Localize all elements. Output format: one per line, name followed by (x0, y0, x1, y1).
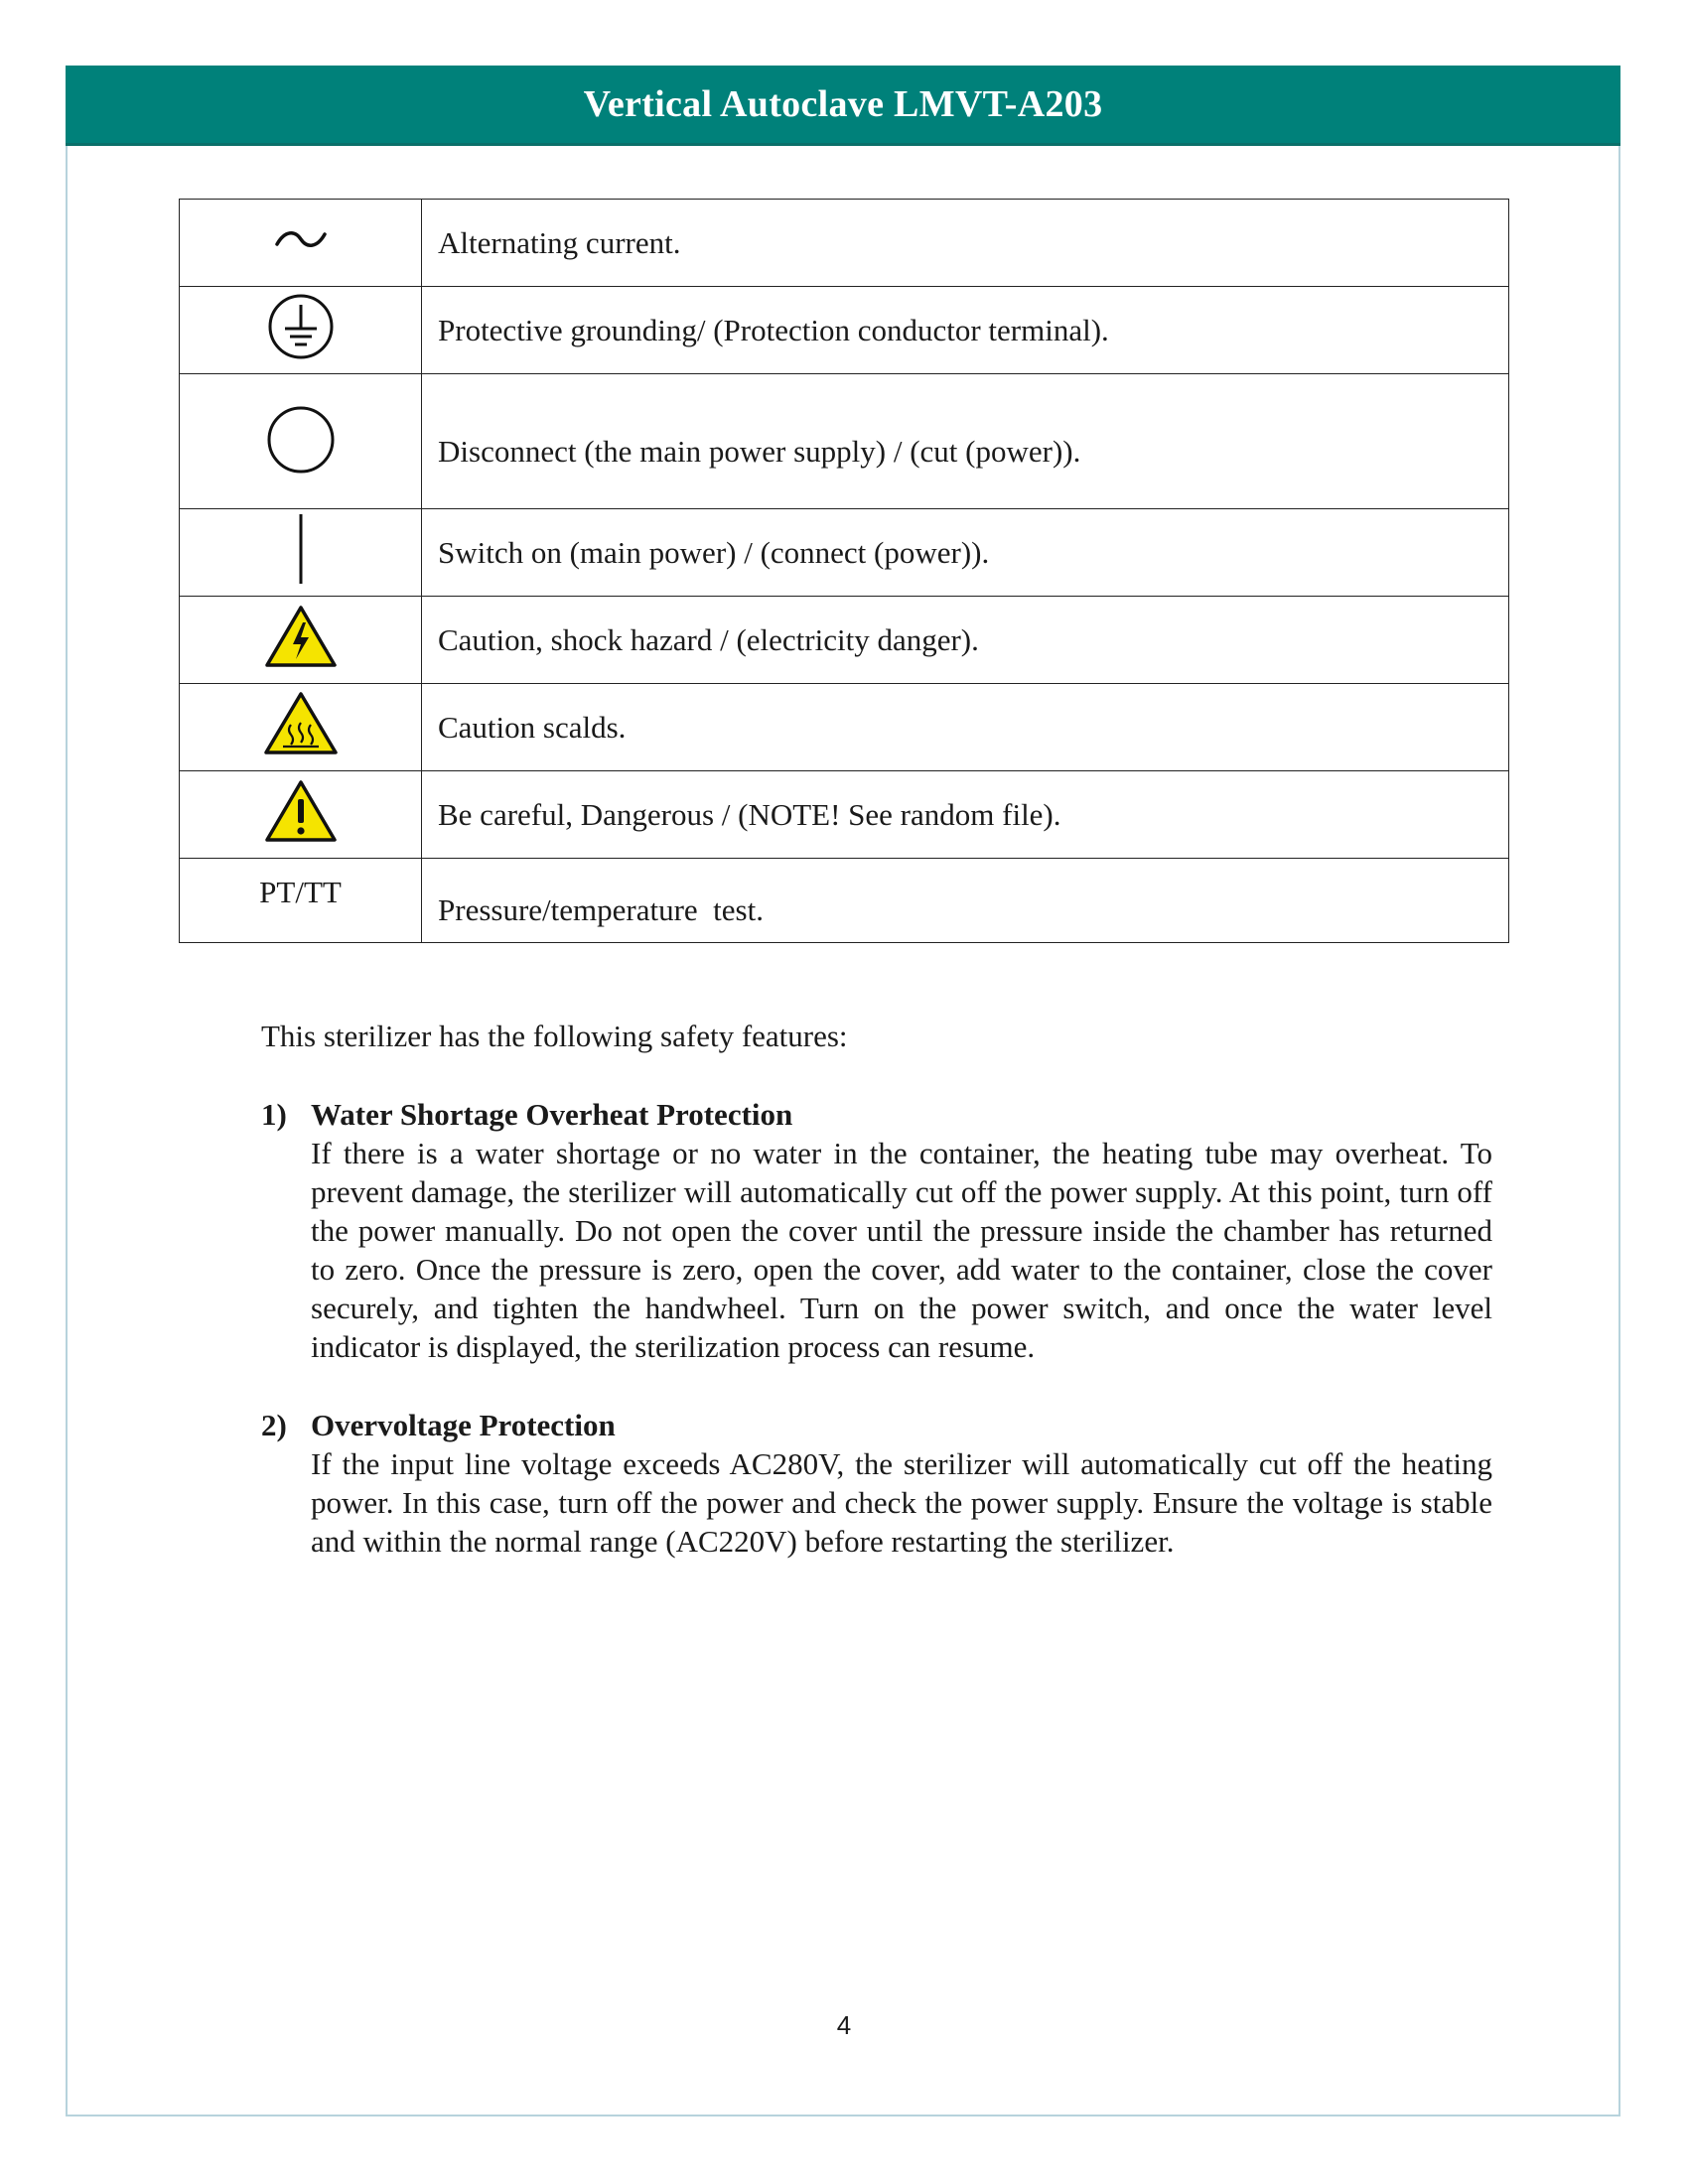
symbol-cell (180, 597, 422, 684)
feature-number: 2) (261, 1408, 287, 1442)
safety-feature-overvoltage (261, 1406, 1492, 1561)
safety-feature-water-shortage (261, 1095, 1492, 1366)
description-cell (422, 374, 1509, 509)
description-text: Disconnect (the main power supply) / (cut (power)). (438, 433, 1081, 469)
feature-description: If the input line voltage exceeds AC280V, the sterilizer will automatically cut off the heating power. In this case, turn off the power and check the power supply. Ensure the voltage is stable and within the normal range (AC220V) before restarting the sterilizer. (311, 1446, 1492, 1559)
description-cell: Alternating current. (422, 200, 1509, 287)
general-warning-icon (265, 779, 337, 843)
hot-surface-icon (263, 691, 339, 756)
table-row (180, 374, 1509, 509)
symbols-table (179, 199, 1509, 943)
protective-ground-icon (265, 291, 337, 362)
feature-content (311, 1406, 1492, 1561)
feature-heading: Overvoltage Protection (311, 1408, 616, 1442)
power-on-line-icon (296, 512, 306, 586)
alternating-current-icon (271, 224, 331, 254)
description-cell: Switch on (main power) / (connect (power)). (422, 509, 1509, 597)
symbol-cell (180, 859, 422, 943)
feature-number: 1) (261, 1097, 287, 1132)
table-row (180, 859, 1509, 943)
header-bar (66, 66, 1620, 146)
symbol-cell (180, 287, 422, 374)
feature-description: If there is a water shortage or no water in the container, the heating tube may overheat. To prevent damage, the sterilizer will automatically cut off the power supply. At this point, turn off the power manually. Do not open the cover until the pressure inside the chamber has returned to zero. Once the pressure is zero, open the cover, add water to the container, close the cover securely, and tighten the handwheel. Turn on the power switch, and once the water level indicator is displayed, the sterilization process can resume. (311, 1136, 1492, 1364)
symbol-cell (180, 374, 422, 509)
table-row (180, 597, 1509, 684)
symbol-cell (180, 509, 422, 597)
feature-content (311, 1095, 1492, 1366)
shock-hazard-icon (265, 605, 337, 668)
pt-tt-symbol-text: PT/TT (259, 875, 342, 909)
table-row (180, 509, 1509, 597)
page-number: 4 (836, 2010, 852, 2040)
power-off-circle-icon (265, 404, 337, 476)
description-cell: Caution scalds. (422, 684, 1509, 771)
table-row (180, 684, 1509, 771)
safety-features-section (261, 1017, 1492, 1600)
table-row (180, 287, 1509, 374)
symbol-cell (180, 771, 422, 859)
description-cell: Be careful, Dangerous / (NOTE! See random file). (422, 771, 1509, 859)
symbol-cell (180, 684, 422, 771)
feature-heading: Water Shortage Overheat Protection (311, 1097, 793, 1132)
symbol-cell (180, 200, 422, 287)
safety-intro: This sterilizer has the following safety features: (261, 1019, 848, 1053)
table-row (180, 200, 1509, 287)
page-title: Vertical Autoclave LMVT-A203 (583, 83, 1103, 125)
description-text: Pressure/temperature test. (438, 892, 764, 927)
description-cell (422, 859, 1509, 943)
description-cell: Protective grounding/ (Protection conductor terminal). (422, 287, 1509, 374)
table-row (180, 771, 1509, 859)
description-cell: Caution, shock hazard / (electricity danger). (422, 597, 1509, 684)
